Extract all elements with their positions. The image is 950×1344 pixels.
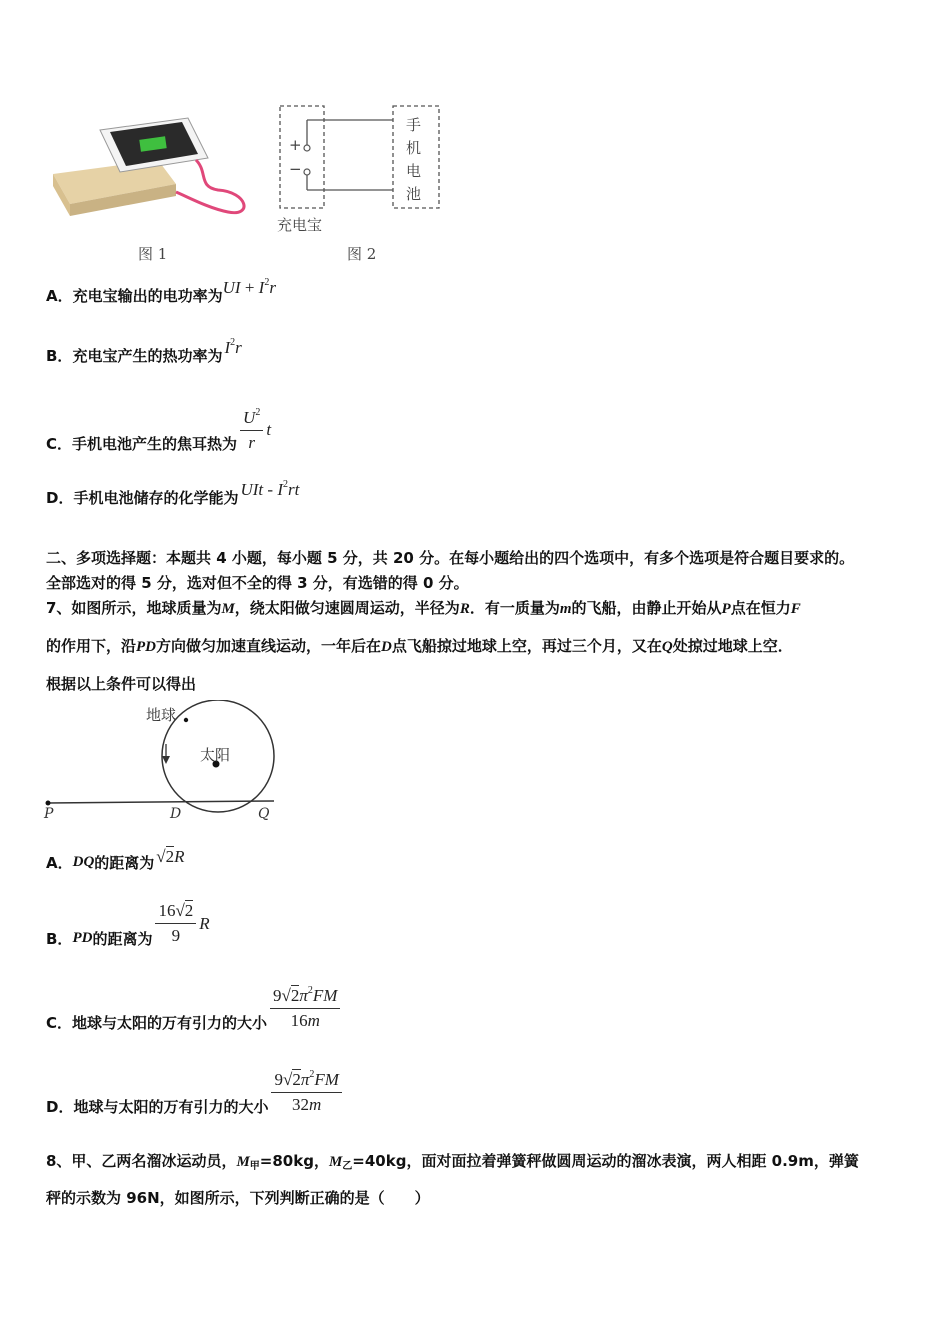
sun-label: 太阳 <box>200 746 231 764</box>
point-d-label: D <box>170 806 182 822</box>
q7-option-b[interactable]: B． PD 的距离为 $\frac{16√2}{9}$ R <box>46 901 210 948</box>
formula-7a: √2R <box>156 846 185 866</box>
formula-d: UIt - $I^2rt$ <box>240 479 300 499</box>
circuit-diagram <box>275 100 445 270</box>
power-bank-photo <box>48 112 258 227</box>
formula-7c: $\frac{9√2\pi^2FM}{16m}$ <box>267 985 343 1031</box>
section-2-title: 二、多项选择题：本题共 4 小题，每小题 5 分，共 20 分。在每小题给出的四个选项中，有多个选项是符合题目要求的。 <box>46 549 855 567</box>
q8-line-2: 秤的示数为 96N，如图所示，下列判断正确的是（ ） <box>46 1189 430 1207</box>
figure-2-caption: 图 2 <box>347 245 377 263</box>
q7-line-1: 7、如图所示，地球质量为M，绕太阳做匀速圆周运动，半径为R．有一质量为m的飞船，由静止开始从P点在恒力F <box>46 599 801 617</box>
formula-b: $I^2r$ <box>224 337 242 357</box>
plus-terminal: + <box>289 136 302 154</box>
q7-option-d[interactable]: D． 地球与太阳的万有引力的大小 $\frac{9√2\pi^2FM}{32m}$ <box>46 1066 345 1117</box>
q7-option-a[interactable]: A． DQ 的距离为 √2R <box>46 846 185 872</box>
power-bank-label: 充电宝 <box>277 216 323 234</box>
q6-option-a[interactable]: A． 充电宝输出的电功率为 UI + $I^2r$ <box>46 277 276 305</box>
point-q-label: Q <box>258 806 270 822</box>
q8-line-1: 8、甲、乙两名溜冰运动员，$M_甲=80kg$，$M_乙=40kg$，面对面拉着弹簧秤做圆周运动的溜冰表演，两人相距 0.9m，弹簧 <box>46 1152 859 1172</box>
formula-7d: $\frac{9√2\pi^2FM}{32m}$ <box>268 1069 344 1115</box>
formula-7b: $\frac{16√2}{9}$ R <box>152 901 209 946</box>
q7-line-3: 根据以上条件可以得出 <box>46 675 197 693</box>
formula-c: $\frac{U^2}{r}$ t <box>237 407 271 453</box>
q6-option-d[interactable]: D． 手机电池储存的化学能为 UIt - $I^2rt$ <box>46 479 300 507</box>
q7-option-c[interactable]: C． 地球与太阳的万有引力的大小 $\frac{9√2\pi^2FM}{16m}$ <box>46 982 343 1033</box>
phone-battery-label: 手机电池 <box>406 116 422 203</box>
q7-line-2: 的作用下，沿PD方向做匀加速直线运动，一年后在D点飞船掠过地球上空，再过三个月，又在Q处掠过地球上空． <box>46 637 793 655</box>
point-p-label: P <box>44 806 54 822</box>
q6-option-b[interactable]: B． 充电宝产生的热功率为 $I^2r$ <box>46 337 242 365</box>
section-2-scoring: 全部选对的得 5 分，选对但不全的得 3 分，有选错的得 0 分。 <box>46 574 469 592</box>
q6-option-c[interactable]: C． 手机电池产生的焦耳热为 $\frac{U^2}{r}$ t <box>46 406 272 453</box>
minus-terminal: − <box>289 160 302 178</box>
orbit-diagram <box>42 700 282 825</box>
earth-label: 地球 <box>146 706 177 724</box>
formula-a: UI + $I^2r$ <box>222 277 276 297</box>
figure-1-caption: 图 1 <box>138 245 168 263</box>
